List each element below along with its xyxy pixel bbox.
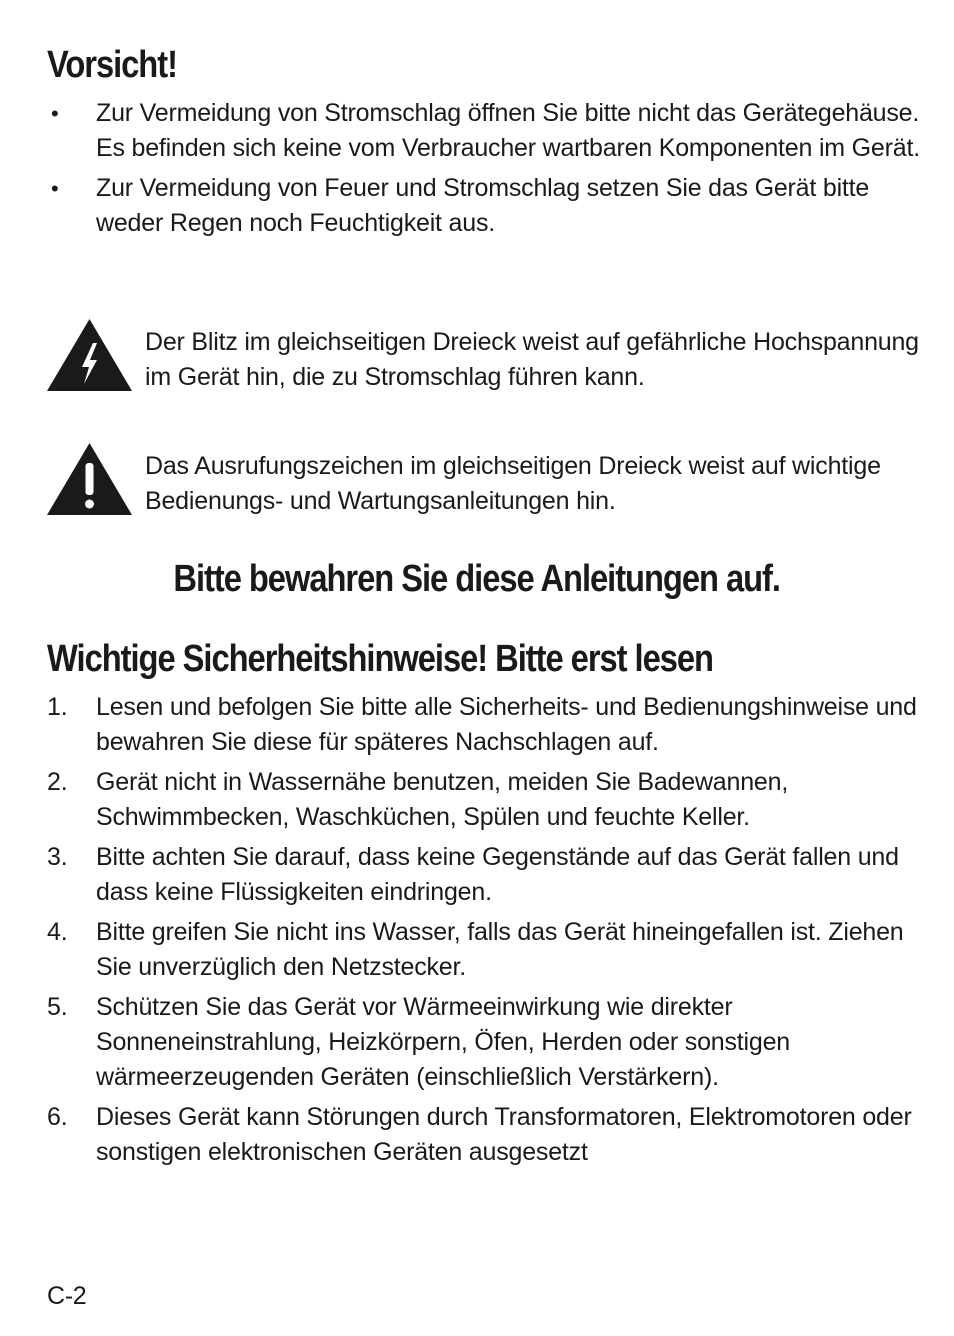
list-item — [47, 1100, 927, 1170]
list-item — [47, 990, 927, 1095]
list-item — [47, 765, 927, 835]
lightning-triangle-icon — [47, 319, 132, 391]
bullet-marker: • — [51, 101, 59, 126]
list-item — [47, 690, 927, 760]
exclamation-warning-text: Das Ausrufungszeichen im gleichseitigen Dreieck weist auf wichtige Bedienungs- und Wartungsanleitungen hin. — [145, 452, 881, 515]
bullet-marker: • — [51, 176, 59, 201]
list-item-text: Gerät nicht in Wassernähe benutzen, meiden Sie Badewannen, Schwimmbecken, Waschküchen, Spülen und feuchte Keller. — [96, 768, 789, 831]
caution-bullet-item — [47, 96, 927, 166]
keep-instructions-text: Bitte bewahren Sie diese Anleitungen auf. — [173, 558, 781, 600]
list-item-text: Lesen und befolgen Sie bitte alle Sicherheits- und Bedienungshinweise und bewahren Sie diese für späteres Nachschlagen auf. — [96, 693, 917, 756]
list-item-number: 4. — [47, 918, 68, 946]
list-item — [47, 840, 927, 910]
caution-heading: Vorsicht! — [47, 44, 177, 86]
caution-bullet-text: Zur Vermeidung von Feuer und Stromschlag setzen Sie das Gerät bitte weder Regen noch Feuchtigkeit aus. — [96, 174, 870, 237]
list-item-number: 6. — [47, 1103, 68, 1131]
list-item-text: Schützen Sie das Gerät vor Wärmeeinwirkung wie direkter Sonneneinstrahlung, Heizkörpern, Öfen, Herden oder sonstigen wärmeerzeugenden Geräten (einschließlich Verstärkern). — [96, 993, 790, 1091]
safety-instructions-heading: Wichtige Sicherheitshinweise! Bitte erst lesen — [47, 638, 713, 680]
list-item-number: 5. — [47, 993, 68, 1021]
lightning-warning — [47, 325, 927, 395]
list-item-number: 1. — [47, 693, 68, 721]
list-item-text: Dieses Gerät kann Störungen durch Transformatoren, Elektromotoren oder sonstigen elektronischen Geräten ausgesetzt — [96, 1103, 912, 1166]
caution-bullet-list — [47, 96, 927, 246]
caution-bullet-item — [47, 171, 927, 241]
lightning-warning-text: Der Blitz im gleichseitigen Dreieck weist auf gefährliche Hochspannung im Gerät hin, die zu Stromschlag führen kann. — [145, 328, 919, 391]
page-number: C-2 — [47, 1282, 87, 1310]
list-item-text: Bitte greifen Sie nicht ins Wasser, falls das Gerät hineingefallen ist. Ziehen Sie unverzüglich den Netzstecker. — [96, 918, 904, 981]
safety-instructions-list — [47, 690, 927, 1175]
exclamation-warning — [47, 449, 927, 519]
exclamation-triangle-icon — [47, 443, 132, 515]
caution-bullet-text: Zur Vermeidung von Stromschlag öffnen Sie bitte nicht das Gerätegehäuse. Es befinden sich keine vom Verbraucher wartbaren Komponenten im Gerät. — [96, 99, 920, 162]
keep-instructions-heading — [0, 558, 954, 601]
list-item-number: 3. — [47, 843, 68, 871]
list-item-text: Bitte achten Sie darauf, dass keine Gegenstände auf das Gerät fallen und dass keine Flüssigkeiten eindringen. — [96, 843, 899, 906]
list-item — [47, 915, 927, 985]
list-item-number: 2. — [47, 768, 68, 796]
